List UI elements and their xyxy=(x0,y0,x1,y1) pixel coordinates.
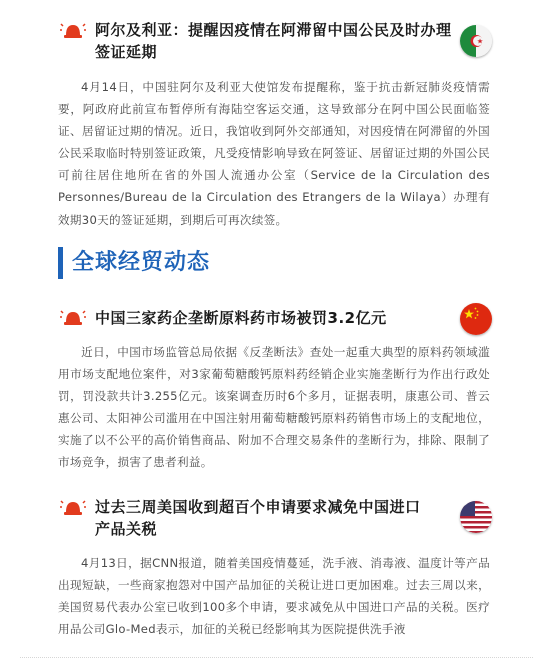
section-title: 全球经贸动态 xyxy=(72,250,211,275)
headline-line: 阿尔及利亚：提醒因疫情在阿滞留中国公民及时办理 xyxy=(95,21,452,39)
china-flag-icon xyxy=(460,303,492,335)
headline-us-tariff[interactable] xyxy=(95,496,421,540)
headline-algeria[interactable] xyxy=(95,19,452,63)
headline-line: 过去三周美国收到超百个申请要求减免中国进口 xyxy=(95,498,421,516)
article-text: 近日，中国市场监管总局依据《反垄断法》查处一起重大典型的原料药领域滥用市场支配地位案件，对3家葡萄糖酸钙原料药经销企业实施垄断行为作出行政处罚，罚没款共计3.255亿元。该案调查历时6个多月，证据表明，康惠公司、普云惠公司、太阳神公司滥用在中国注射用葡萄糖酸钙原料药销售市场上的支配地位，实施了以不公平的高价销售商品、附加不合理交易条件的垄断行为，排除、限制了市场竞争，损害了患者利益。 xyxy=(58,345,490,470)
alarm-bell-icon xyxy=(60,308,86,328)
article-body-us-tariff xyxy=(58,552,490,640)
article-text: 4月13日，据CNN报道，随着美国疫情蔓延，洗手液、消毒液、温度计等产品出现短缺，一些商家抱怨对中国产品加征的关税让进口更加困难。过去三周以来，美国贸易代表办公室已收到100多个申请，要求减免从中国进口产品的关税。医疗用品公司Glo-Med表示，加征的关税已经影响其为医院提供洗手液 xyxy=(58,556,490,637)
headline-line: 产品关税 xyxy=(95,520,158,538)
headline-line: 中国三家药企垄断原料药市场被罚3.2亿元 xyxy=(95,309,387,327)
article-body-algeria xyxy=(58,76,490,231)
headline-china-pharma[interactable] xyxy=(95,307,387,329)
headline-line: 签证延期 xyxy=(95,43,158,61)
article-text: 4月14日，中国驻阿尔及利亚大使馆发布提醒称，鉴于抗击新冠肺炎疫情需要，阿政府此前宣布暂停所有海陆空客运交通，这导致部分在阿中国公民面临签证、居留证过期的情况。近日，我馆收到阿外交部通知，对因疫情在阿滞留的外国公民采取临时特别签证政策，凡受疫情影响导致在阿签证、居留证过期的外国公民可前往居住地所在省的外国人流通办公室（Service de la Circulation des Personnes/Bureau de la Circulation des Etrangers de la Wilaya）办理有效期30天的签证延期，到期后可再次续签。 xyxy=(58,80,490,227)
usa-flag-icon xyxy=(460,501,492,533)
algeria-flag-icon xyxy=(460,25,492,57)
page-divider xyxy=(20,657,533,658)
alarm-bell-icon xyxy=(60,21,86,41)
alarm-bell-icon xyxy=(60,498,86,518)
section-accent-bar xyxy=(58,247,63,279)
article-body-china-pharma xyxy=(58,341,490,474)
